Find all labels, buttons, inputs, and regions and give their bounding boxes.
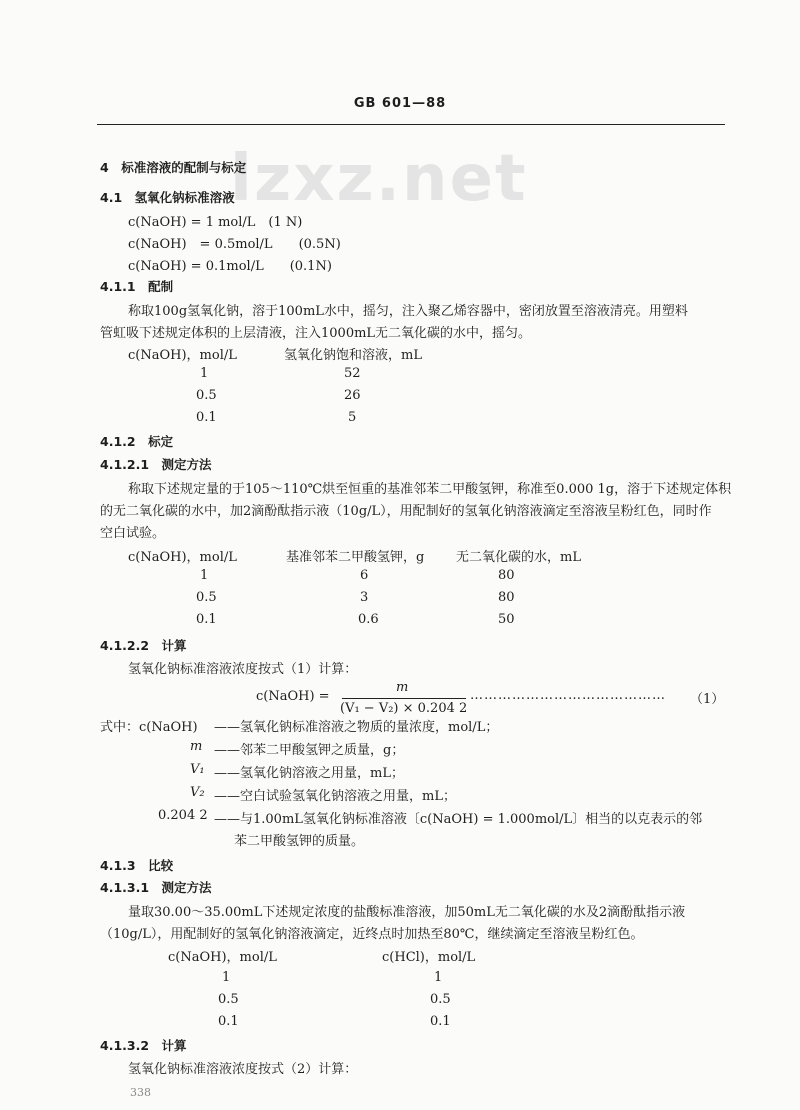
section-4-1-2-1-title: 4.1.2.1 测定方法	[100, 457, 212, 472]
table3-row1-naoh: 1	[222, 970, 231, 985]
prep-para-line-1: 称取100g氢氧化钠，溶于100mL水中，摇匀，注入聚乙烯容器中，密闭放置至溶液清亮。用塑料	[128, 304, 688, 319]
table3-row3-naoh: 0.1	[218, 1014, 239, 1029]
formula-lhs: c(NaOH) =	[256, 689, 330, 704]
calc2-intro: 氢氧化钠标准溶液浓度按式（2）计算：	[128, 1062, 358, 1077]
compare-para-line-2: （10g/L），用配制好的氢氧化钠溶液滴定，近终点时加热至80℃，继续滴定至溶液呈粉红色。	[100, 927, 644, 942]
table1-header-conc: c(NaOH)，mol/L	[128, 348, 237, 363]
table1-row2-volume: 26	[344, 388, 361, 403]
where-desc-1: ——氢氧化钠标准溶液之物质的量浓度，mol/L；	[214, 720, 499, 735]
table2-header-khp: 基准邻苯二甲酸氢钾，g	[286, 550, 425, 565]
table3-header-naoh: c(NaOH)，mol/L	[168, 950, 277, 965]
method-para-line-2: 的无二氧化碳的水中，加2滴酚酞指示液（10g/L），用配制好的氢氧化钠溶液滴定至溶液呈粉红色，同时作	[100, 504, 712, 519]
where-sym-1: 式中：c(NaOH)	[100, 720, 198, 735]
table3-row2-naoh: 0.5	[218, 992, 239, 1007]
table2-row3-water: 50	[498, 612, 515, 627]
page-number: 338	[130, 1086, 151, 1099]
table1-header-volume: 氢氧化钠饱和溶液，mL	[284, 348, 422, 363]
formula-denominator: (V₁ − V₂) × 0.204 2	[340, 701, 468, 716]
fraction-bar	[342, 698, 466, 699]
section-4-1-3-2-title: 4.1.3.2 计算	[100, 1038, 187, 1053]
document-code: GB 601—88	[353, 96, 447, 111]
section-4-1-2-title: 4.1.2 标定	[100, 434, 174, 449]
where-desc-3: ——氢氧化钠溶液之用量，mL；	[214, 766, 404, 781]
table2-header-conc: c(NaOH)，mol/L	[128, 550, 237, 565]
conc-line-3: c(NaOH) = 0.1mol/L (0.1N)	[128, 259, 332, 274]
formula-number: （1）	[690, 692, 725, 707]
table1-row1-conc: 1	[200, 366, 209, 381]
calc-intro: 氢氧化钠标准溶液浓度按式（1）计算：	[128, 662, 358, 677]
section-4-title: 4 标准溶液的配制与标定	[100, 160, 247, 175]
table3-header-hcl: c(HCl)，mol/L	[382, 950, 476, 965]
table3-row2-hcl: 0.5	[430, 992, 451, 1007]
prep-para-line-2: 管虹吸下述规定体积的上层清液，注入1000mL无二氧化碳的水中，摇匀。	[100, 326, 532, 341]
section-4-1-3-title: 4.1.3 比较	[100, 858, 174, 873]
compare-para-line-1: 量取30.00～35.00mL下述规定浓度的盐酸标准溶液，加50mL无二氧化碳的水及2滴酚酞指示液	[128, 905, 686, 920]
where-desc-5: ——与1.00mL氢氧化钠标准溶液〔c(NaOH) = 1.000mol/L〕相当的以克表示的邻	[214, 812, 703, 827]
section-4-1-2-2-title: 4.1.2.2 计算	[100, 638, 187, 653]
where-desc-5-cont: 苯二甲酸氢钾的质量。	[234, 834, 365, 849]
method-para-line-3: 空白试验。	[100, 526, 166, 541]
conc-line-2: c(NaOH) = 0.5mol/L (0.5N)	[128, 237, 341, 252]
table2-row2-conc: 0.5	[196, 590, 217, 605]
where-sym-4: V₂	[190, 785, 205, 800]
method-para-line-1: 称取下述规定量的于105～110℃烘至恒重的基准邻苯二甲酸氢钾，称准至0.000 1g，溶于下述规定体积	[128, 482, 732, 497]
table2-row3-khp: 0.6	[358, 612, 379, 627]
table2-row1-water: 80	[498, 568, 515, 583]
table2-row2-khp: 3	[360, 590, 369, 605]
table2-row1-conc: 1	[200, 568, 209, 583]
where-sym-2: m	[190, 739, 203, 754]
table1-row3-volume: 5	[348, 410, 357, 425]
where-desc-4: ——空白试验氢氧化钠溶液之用量，mL；	[214, 789, 456, 804]
table1-row2-conc: 0.5	[196, 388, 217, 403]
where-desc-2: ——邻苯二甲酸氢钾之质量，g；	[214, 743, 405, 758]
where-sym-3: V₁	[190, 762, 205, 777]
watermark: lzxz.net	[230, 142, 528, 216]
section-4-1-3-1-title: 4.1.3.1 测定方法	[100, 880, 212, 895]
table3-row3-hcl: 0.1	[430, 1014, 451, 1029]
conc-line-1: c(NaOH) = 1 mol/L (1 N)	[128, 215, 303, 230]
table2-row3-conc: 0.1	[196, 612, 217, 627]
table3-row1-hcl: 1	[434, 970, 443, 985]
table1-row1-volume: 52	[344, 366, 361, 381]
formula-numerator: m	[396, 680, 409, 695]
formula-leader-dots: ……………………………………	[470, 688, 666, 703]
header-rule	[97, 124, 725, 125]
table2-header-water: 无二氧化碳的水，mL	[456, 550, 581, 565]
where-sym-5: 0.204 2	[158, 808, 208, 823]
table2-row1-khp: 6	[360, 568, 369, 583]
table2-row2-water: 80	[498, 590, 515, 605]
table1-row3-conc: 0.1	[196, 410, 217, 425]
section-4-1-title: 4.1 氢氧化钠标准溶液	[100, 190, 235, 205]
section-4-1-1-title: 4.1.1 配制	[100, 279, 174, 294]
